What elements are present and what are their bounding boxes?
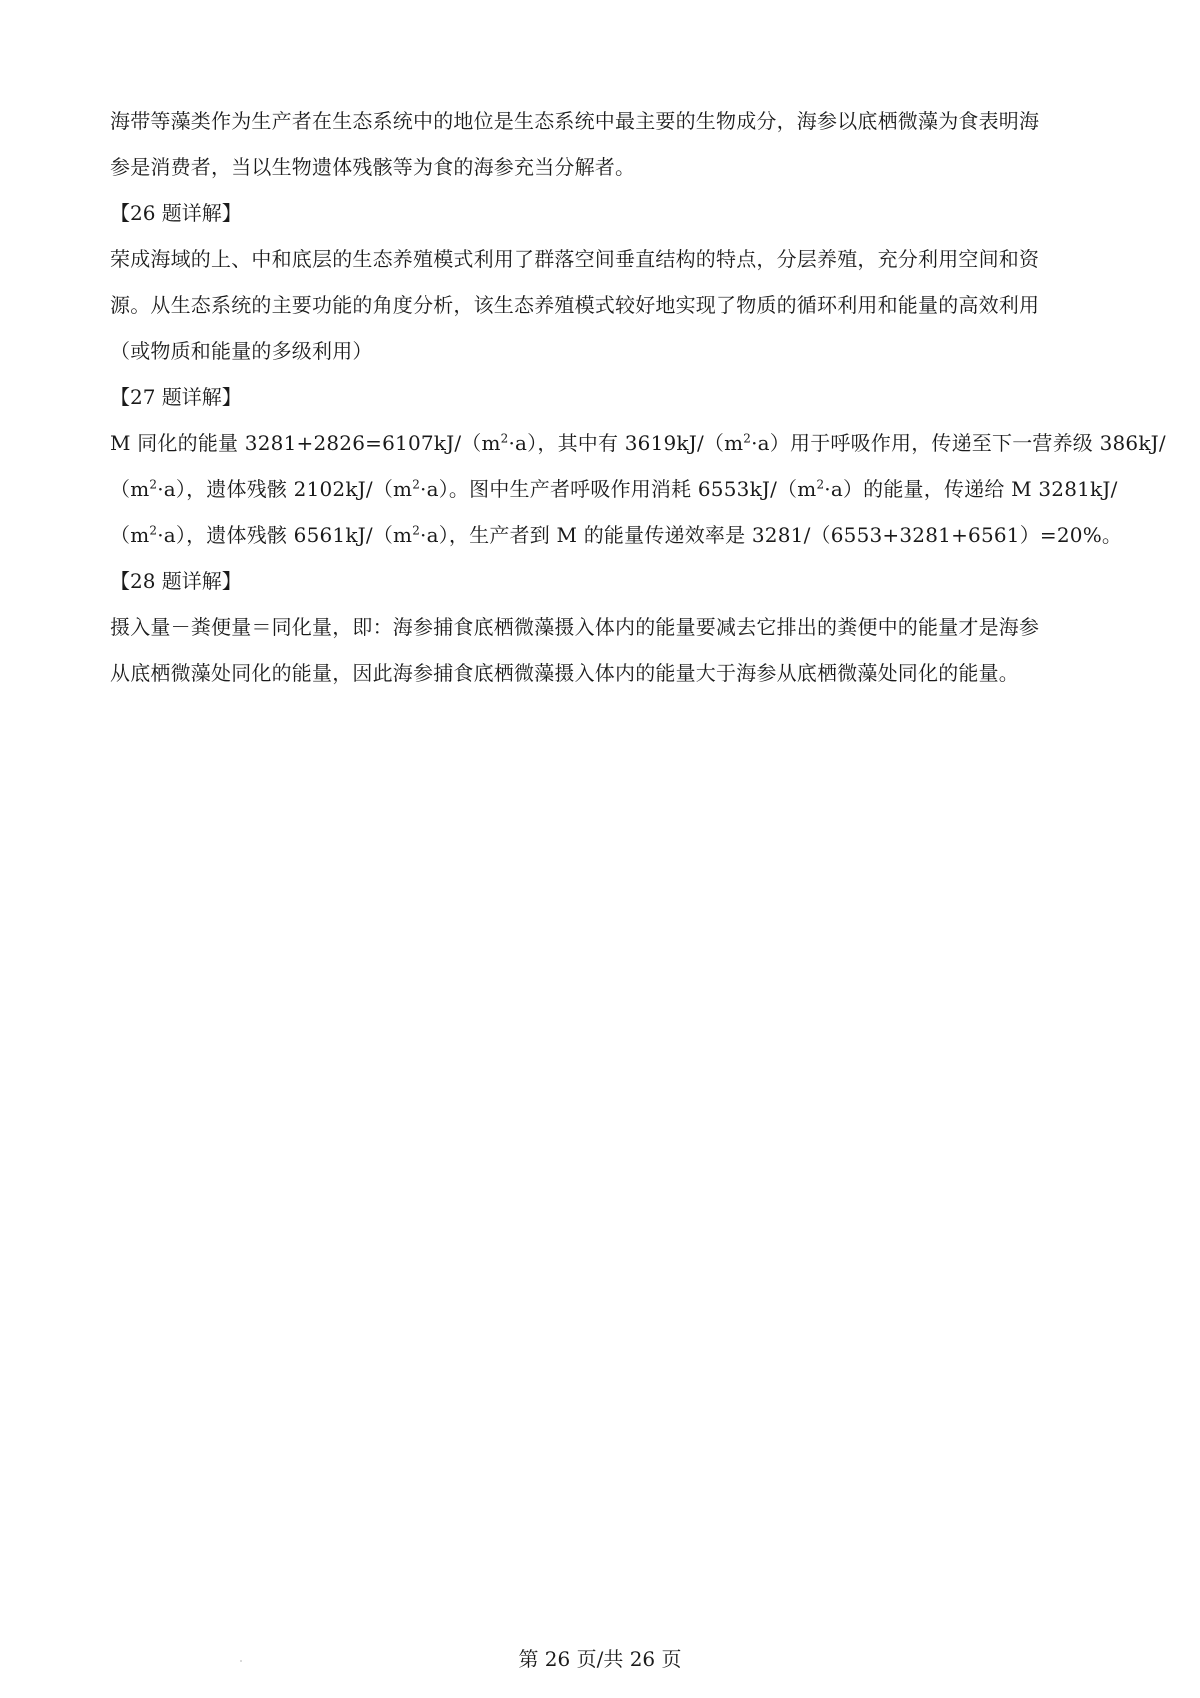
q27-l1-part-a: M 同化的能量 3281+2826=6107kJ/（m <box>110 431 501 455</box>
q27-l2-part-d: ·a）的能量，传递给 M 3281kJ/ <box>824 477 1118 501</box>
q27-l2-part-a: （m <box>110 477 150 501</box>
q27-l3-part-a: （m <box>110 523 150 547</box>
intro-line-2: 参是消费者，当以生物遗体残骸等为食的海参充当分解者。 <box>110 155 636 179</box>
intro-line-1: 海带等藻类作为生产者在生态系统中的地位是生态系统中最主要的生物成分，海参以底栖微藻为食表明海 <box>110 109 1040 133</box>
q28-heading: 【28 题详解】 <box>110 569 242 593</box>
q26-heading: 【26 题详解】 <box>110 201 242 225</box>
superscript-2: 2 <box>149 477 158 492</box>
document-body <box>110 98 1166 696</box>
superscript-2: 2 <box>412 523 421 538</box>
q26-line-3: （或物质和能量的多级利用） <box>110 339 373 363</box>
q27-line-1 <box>110 420 1166 466</box>
q27-l2-part-b: ·a），遗体残骸 2102kJ/（m <box>157 477 413 501</box>
q27-line-3 <box>110 512 1123 558</box>
q28-line-2: 从底栖微藻处同化的能量，因此海参捕食底栖微藻摄入体内的能量大于海参从底栖微藻处同化的能量。 <box>110 661 1019 685</box>
q27-l1-part-c: ·a）用于呼吸作用，传递至下一营养级 386kJ/ <box>751 431 1166 455</box>
q28-line-1: 摄入量－粪便量＝同化量，即：海参捕食底栖微藻摄入体内的能量要减去它排出的粪便中的能量才是海参 <box>110 615 1040 639</box>
superscript-2: 2 <box>816 477 825 492</box>
q27-l2-part-c: ·a）。图中生产者呼吸作用消耗 6553kJ/（m <box>420 477 817 501</box>
q27-l3-part-b: ·a），遗体残骸 6561kJ/（m <box>157 523 413 547</box>
page-number: 第 26 页/共 26 页 <box>518 1647 682 1671</box>
q26-line-1: 荣成海域的上、中和底层的生态养殖模式利用了群落空间垂直结构的特点，分层养殖，充分利用空间和资 <box>110 247 1040 271</box>
q26-line-2: 源。从生态系统的主要功能的角度分析，该生态养殖模式较好地实现了物质的循环利用和能量的高效利用 <box>110 293 1040 317</box>
q27-l1-part-b: ·a），其中有 3619kJ/（m <box>508 431 744 455</box>
superscript-2: 2 <box>412 477 421 492</box>
superscript-2: 2 <box>743 431 752 446</box>
q27-heading: 【27 题详解】 <box>110 385 242 409</box>
q27-l3-part-c: ·a），生产者到 M 的能量传递效率是 3281/（6553+3281+6561）=20%。 <box>420 523 1123 547</box>
superscript-2: 2 <box>500 431 509 446</box>
q27-line-2 <box>110 466 1118 512</box>
superscript-2: 2 <box>149 523 158 538</box>
